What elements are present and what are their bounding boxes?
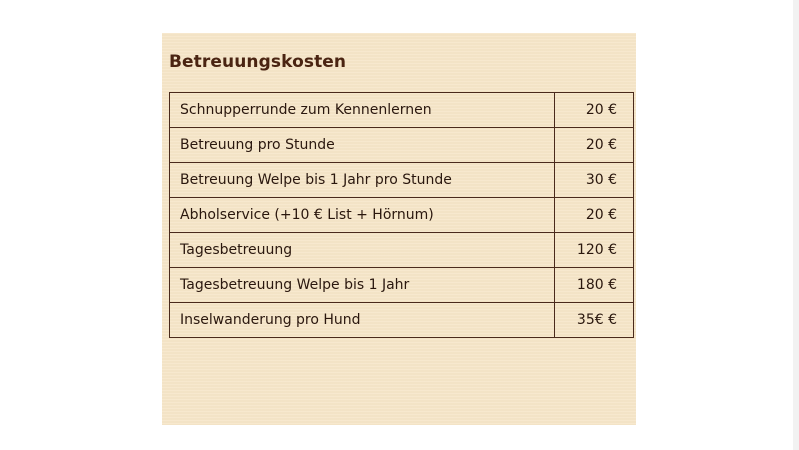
window-edge	[793, 0, 799, 450]
section-title: Betreuungskosten	[169, 52, 347, 72]
service-label: Schnupperrunde zum Kennenlernen	[170, 93, 555, 128]
service-label: Abholservice (+10 € List + Hörnum)	[170, 198, 555, 233]
table-row	[170, 268, 634, 303]
service-price: 20 €	[555, 93, 634, 128]
table-row	[170, 93, 634, 128]
table-row	[170, 198, 634, 233]
table-row	[170, 163, 634, 198]
table-row	[170, 128, 634, 163]
service-label: Betreuung pro Stunde	[170, 128, 555, 163]
service-price: 120 €	[555, 233, 634, 268]
service-price: 30 €	[555, 163, 634, 198]
pricing-panel	[162, 33, 636, 425]
table-row	[170, 303, 634, 338]
service-label: Betreuung Welpe bis 1 Jahr pro Stunde	[170, 163, 555, 198]
table-row	[170, 233, 634, 268]
service-label: Tagesbetreuung Welpe bis 1 Jahr	[170, 268, 555, 303]
service-price: 20 €	[555, 198, 634, 233]
service-price: 180 €	[555, 268, 634, 303]
price-table	[169, 92, 634, 338]
service-label: Inselwanderung pro Hund	[170, 303, 555, 338]
service-price: 20 €	[555, 128, 634, 163]
service-label: Tagesbetreuung	[170, 233, 555, 268]
service-price: 35€ €	[555, 303, 634, 338]
